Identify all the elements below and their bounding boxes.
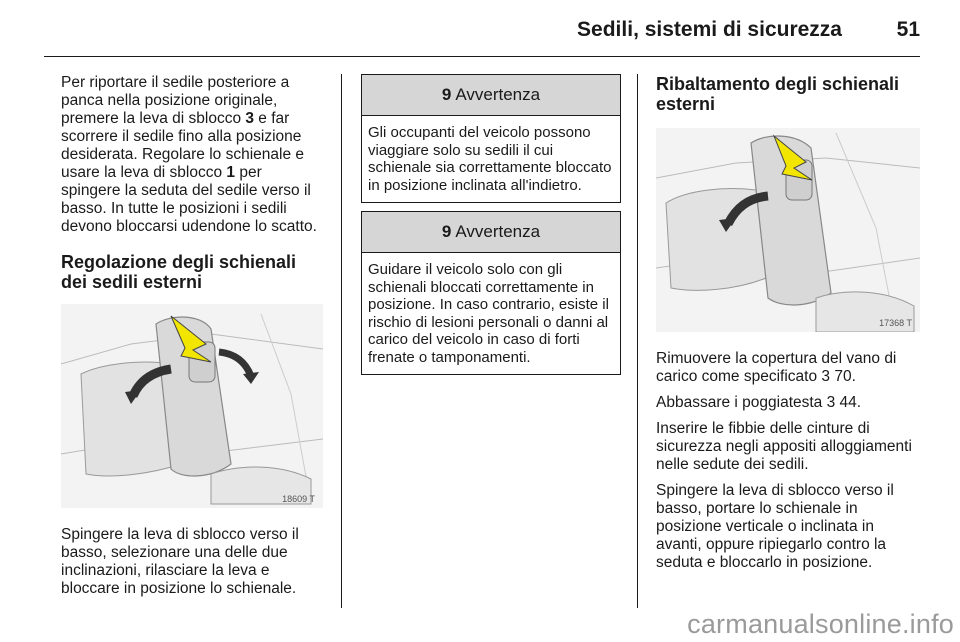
section-heading: Ribaltamento degli schienali esterni [656, 74, 900, 114]
page-title: Sedili, sistemi di sicurezza [577, 18, 842, 41]
warning-text: Gli occupanti del veicolo possono viaggiare solo su sedili il cui schienale sia correttamente bloccato in posizione inclinata all'indietro. [368, 124, 612, 194]
seat-recline-illustration [61, 304, 323, 508]
seat-fold-illustration [656, 128, 920, 332]
seat-recline-drawing [61, 304, 323, 508]
header-rule [44, 56, 920, 57]
page-header [0, 0, 960, 60]
warning-body [362, 116, 620, 202]
warning-title: Avvertenza [455, 85, 541, 104]
seat-fold-drawing [656, 128, 920, 332]
page-number: 51 [896, 18, 920, 41]
body-paragraph: Abbassare i poggiatesta 3 44. [656, 394, 862, 411]
column-divider [637, 74, 638, 608]
warning-text: Guidare il veicolo solo con gli schienali bloccati correttamente in posizione. In caso contrario, esiste il rischio di lesioni personali o danni al carico del veicolo in caso di forti frenate o tamponamenti. [368, 261, 609, 366]
body-paragraph: Rimuovere la copertura del vano di carico come specificato 3 70. [656, 350, 897, 385]
column-left [61, 74, 323, 598]
warning-title: Avvertenza [455, 222, 541, 241]
caption-paragraph: Spingere la leva di sblocco verso il basso, selezionare una delle due inclinazioni, rilasciare la leva e bloccare in posizione lo schienale. [61, 526, 299, 597]
section-heading: Regolazione degli schienali dei sedili esterni [61, 252, 297, 292]
column-divider [341, 74, 342, 608]
watermark-text: carmanualsonline.info [687, 609, 954, 639]
warning-box [361, 211, 621, 375]
body-paragraph: Inserire le fibbie delle cinture di sicurezza negli appositi alloggiamenti nelle sedute dei sedili. [656, 420, 912, 473]
body-paragraph: Spingere la leva di sblocco verso il basso, portare lo schienale in posizione verticale o inclinata in avanti, oppure ripiegarlo contro la seduta e bloccarlo in posizione. [656, 482, 894, 571]
figure-code: 18609 T [282, 494, 315, 504]
warning-icon: 9 [441, 85, 452, 104]
warning-body [362, 253, 620, 374]
column-right [656, 74, 920, 572]
warning-box [361, 74, 621, 203]
warning-icon: 9 [441, 222, 452, 241]
warning-header [362, 75, 620, 116]
figure-code: 17368 T [879, 318, 912, 328]
intro-paragraph: Per riportare il sedile posteriore a panca nella posizione originale, premere la leva di sblocco 3 e far scorrere il sedile fino alla posizione desiderata. Regolare lo schienale e usare la leva di sblocco 1 per spingere la seduta del sedile verso il basso. In tutte le posizioni i sedili devono bloccarsi udendone lo scatto. [61, 74, 317, 235]
warning-header [362, 212, 620, 253]
column-middle [361, 74, 621, 375]
